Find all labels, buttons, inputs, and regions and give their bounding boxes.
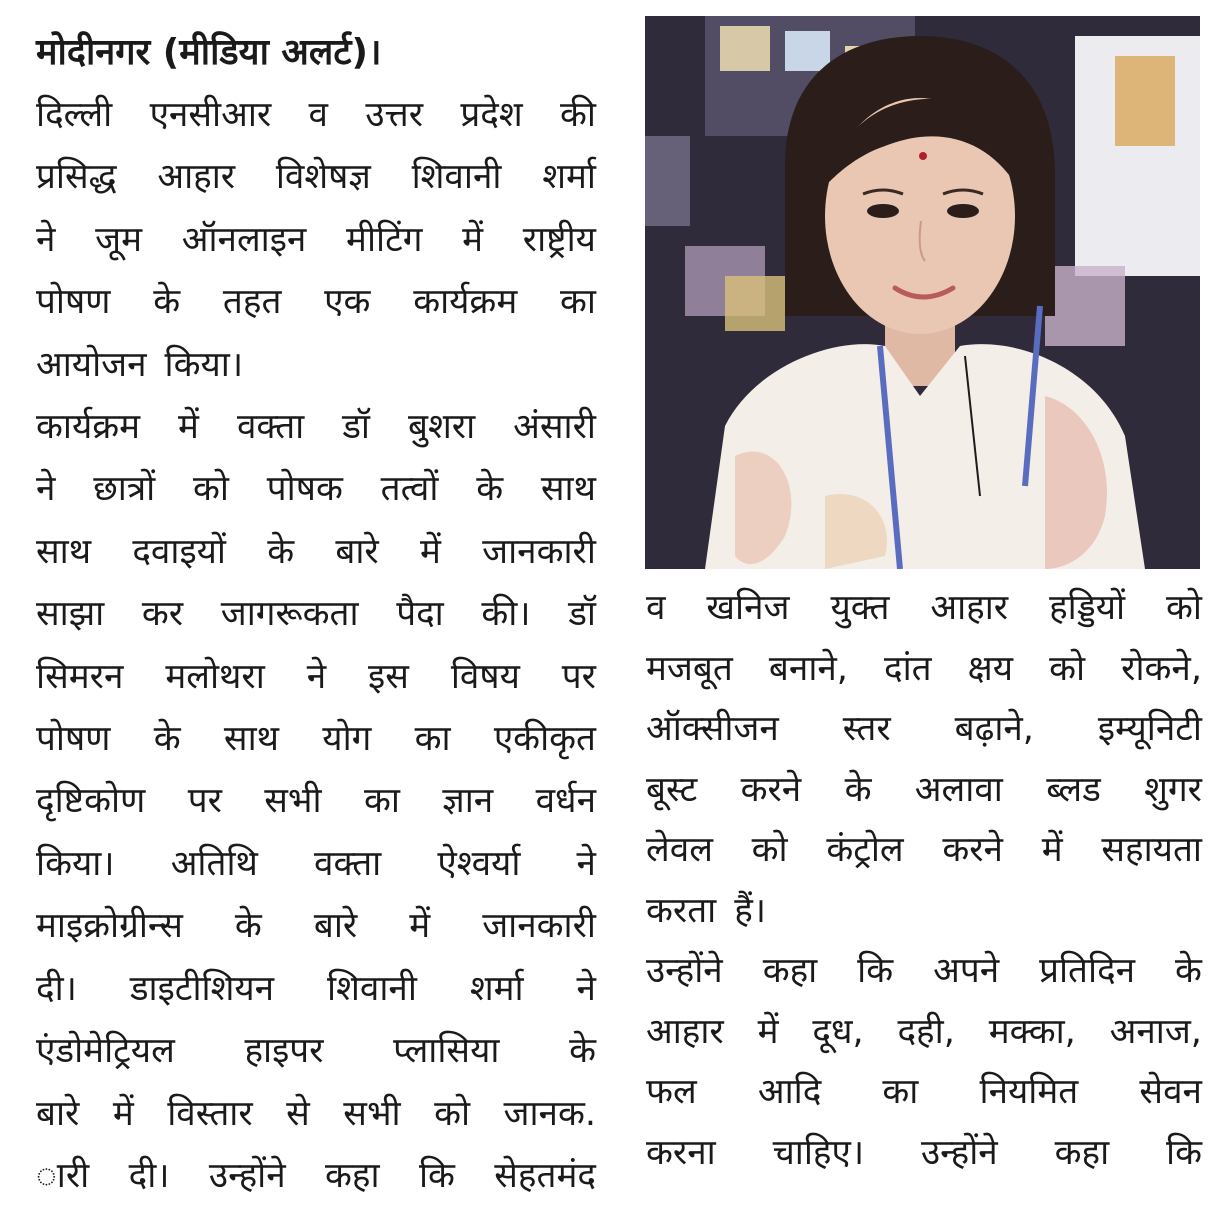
word: मजबूत — [646, 648, 733, 689]
word: जानकारी — [482, 906, 596, 947]
word: पोषण — [36, 719, 111, 760]
word: में — [409, 906, 431, 947]
word: साथ — [223, 719, 279, 760]
article-right-column — [646, 578, 1202, 1183]
word: कि — [418, 1155, 455, 1196]
word: में — [112, 1093, 134, 1134]
word: पोषण — [36, 282, 111, 323]
word: खनिज — [706, 588, 790, 628]
word: के — [267, 531, 295, 572]
word: दूध, — [812, 1011, 864, 1052]
text-line — [36, 458, 596, 520]
word: को — [1049, 648, 1086, 689]
word: हाइपर — [244, 1031, 324, 1072]
word: करने — [740, 769, 802, 810]
word: का — [363, 781, 400, 822]
word: प्रसिद्ध — [36, 157, 117, 198]
word: पर — [187, 781, 222, 822]
text-line — [646, 881, 1202, 942]
word: ऐश्वर्या — [437, 843, 521, 884]
word: लेवल — [646, 830, 713, 870]
poster-left-edge — [645, 136, 690, 226]
word: अलावा — [914, 769, 1003, 810]
word: स्तर — [842, 709, 891, 749]
word: की। — [481, 594, 531, 635]
word: आदि — [757, 1072, 822, 1112]
word: के — [844, 769, 872, 810]
word: के — [1175, 951, 1202, 991]
word: बूस्ट — [646, 769, 698, 810]
word: शिवानी — [327, 968, 417, 1009]
word: वर्धन — [535, 781, 596, 822]
word: बुशरा — [407, 407, 476, 448]
word: दी। — [36, 968, 77, 1009]
word: राष्ट्रीय — [522, 219, 596, 260]
word: उत्तर — [365, 95, 424, 135]
word: के — [476, 469, 504, 510]
word: आहार — [930, 588, 1009, 628]
word: में — [462, 219, 484, 260]
word: के — [234, 906, 262, 947]
pinned-card-2 — [785, 31, 830, 71]
word: वक्ता — [313, 843, 382, 884]
word: सेहतमंद — [494, 1155, 596, 1196]
word: ने — [576, 968, 596, 1009]
word: इस — [368, 656, 409, 697]
word: इम्यूनिटी — [1097, 709, 1202, 749]
word: बनाने, — [768, 648, 848, 689]
word: का — [414, 719, 451, 760]
word: दांत — [884, 648, 932, 689]
word: अनाज, — [1109, 1011, 1202, 1052]
word: शर्मा — [542, 157, 596, 198]
word: का — [882, 1072, 919, 1112]
word: जानक. — [503, 1093, 596, 1134]
word: आहार — [646, 1011, 724, 1052]
word: में — [757, 1011, 779, 1052]
text-line — [36, 646, 596, 708]
word: शुगर — [1144, 769, 1202, 810]
word: करता — [646, 890, 717, 931]
word: अतिथि — [170, 843, 258, 884]
text-line — [36, 209, 596, 271]
text-line — [646, 820, 1202, 881]
word: सभी — [343, 1093, 401, 1134]
word: से — [286, 1093, 310, 1134]
word: एकीकृत — [493, 719, 596, 760]
word: कर — [141, 594, 184, 635]
word: आहार — [157, 157, 236, 198]
word: नियमित — [979, 1072, 1079, 1112]
word: कार्यक्रम — [36, 407, 141, 448]
portrait-illustration — [645, 16, 1200, 569]
word: करने — [942, 830, 1003, 870]
word: जानकारी — [482, 531, 596, 572]
word: पोषक — [266, 469, 343, 510]
word: व — [646, 588, 666, 628]
word: आयोजन — [36, 344, 147, 385]
word: छात्रों — [93, 469, 156, 510]
text-line — [36, 1145, 596, 1207]
word: में — [1041, 830, 1063, 870]
word: कहा — [325, 1155, 380, 1196]
word: युक्त — [830, 588, 890, 628]
word: कहा — [762, 951, 818, 991]
word: रोकने, — [1121, 648, 1202, 689]
word: माइक्रोग्रीन्स — [36, 906, 183, 947]
word: हड्डियों — [1049, 588, 1126, 628]
word: उन्होंने — [921, 1132, 998, 1173]
word: दी। — [128, 1155, 170, 1196]
word: शिवानी — [411, 157, 502, 198]
text-line — [36, 84, 596, 146]
word: को — [193, 469, 229, 510]
poster-right — [1115, 56, 1175, 146]
word: किया। — [36, 843, 115, 884]
right-eye — [947, 204, 979, 218]
word: उन्होंने — [208, 1155, 286, 1196]
pinned-card-1 — [720, 26, 770, 71]
word: सिमरन — [36, 656, 124, 697]
word: किया। — [164, 344, 244, 385]
text-line — [36, 833, 596, 895]
text-line — [646, 941, 1202, 1002]
word: व — [308, 95, 328, 135]
word: के — [153, 282, 181, 323]
word: को — [751, 830, 788, 870]
word: प्रतिदिन — [1039, 951, 1136, 991]
text-line — [36, 708, 596, 770]
word: दृष्टिकोण — [36, 781, 146, 822]
word: एनसीआर — [149, 95, 272, 135]
word: चाहिए। — [772, 1132, 865, 1173]
word: विषय — [450, 656, 520, 697]
word: डॉ — [342, 407, 370, 448]
word: कंट्रोल — [826, 830, 904, 870]
word: मक्का, — [988, 1011, 1076, 1052]
word: अंसारी — [513, 407, 596, 448]
word: के — [569, 1031, 596, 1072]
word: बारे — [335, 531, 379, 572]
pinned-card-6 — [1045, 266, 1125, 346]
text-line — [646, 639, 1202, 700]
headline: मोदीनगर (मीडिया अलर्ट)। — [36, 32, 382, 73]
word: तत्वों — [380, 469, 439, 510]
word: में — [419, 531, 441, 572]
article-left-column — [36, 22, 596, 1207]
text-line — [36, 895, 596, 957]
text-line — [36, 146, 596, 208]
word: योग — [322, 719, 372, 760]
word: ारी — [36, 1155, 90, 1196]
text-line — [646, 699, 1202, 760]
word: मीटिंग — [346, 219, 423, 260]
word: मलोथरा — [165, 656, 265, 697]
word: दवाइयों — [132, 531, 226, 572]
word: बढ़ाने, — [954, 709, 1034, 749]
text-line — [646, 1123, 1202, 1184]
word: कि — [1166, 1132, 1202, 1173]
word: पैदा — [396, 594, 444, 635]
word: तहत — [222, 282, 282, 323]
word: बारे — [313, 906, 358, 947]
left-eye — [867, 204, 899, 218]
word: ने — [306, 656, 327, 697]
word: जागरूकता — [220, 594, 359, 635]
word: करना — [646, 1132, 716, 1173]
word: के — [153, 719, 181, 760]
word: जूम — [95, 219, 143, 260]
text-line — [646, 1002, 1202, 1063]
word: प्लासिया — [393, 1031, 500, 1072]
word: डॉ — [568, 594, 596, 635]
word: एक — [324, 282, 371, 323]
word: ब्लड — [1046, 769, 1101, 810]
word: बारे — [36, 1093, 80, 1134]
word: अपने — [933, 951, 1000, 991]
text-line — [36, 271, 596, 333]
text-line — [36, 521, 596, 583]
word: एंडोमेट्रियल — [36, 1031, 175, 1072]
word: सहायता — [1101, 830, 1202, 870]
word: को — [434, 1093, 471, 1134]
text-line — [646, 578, 1202, 639]
word: क्षय — [967, 648, 1014, 689]
word: कि — [857, 951, 894, 991]
word: प्रदेश — [460, 95, 523, 135]
word: को — [1166, 588, 1202, 628]
word: डाइटीशियन — [129, 968, 275, 1009]
text-line — [36, 583, 596, 645]
word: विस्तार — [167, 1093, 253, 1134]
word: कार्यक्रम — [413, 282, 518, 323]
word: ने — [36, 469, 56, 510]
text-line — [36, 1020, 596, 1082]
word: ऑनलाइन — [181, 219, 307, 260]
word: साझा — [36, 594, 105, 635]
text-line — [646, 1062, 1202, 1123]
pinned-card-5 — [725, 276, 785, 331]
text-line — [36, 396, 596, 458]
word: दिल्ली — [36, 95, 113, 135]
word: साथ — [36, 531, 92, 572]
text-line — [36, 958, 596, 1020]
bindi — [919, 152, 927, 160]
word: दही, — [897, 1011, 955, 1052]
portrait-photo — [645, 16, 1200, 569]
word: पर — [561, 656, 596, 697]
word: हैं। — [734, 890, 767, 931]
word: का — [560, 282, 596, 323]
word: सभी — [264, 781, 322, 822]
text-line — [36, 334, 596, 396]
word: फल — [646, 1072, 697, 1112]
word: ने — [36, 219, 56, 260]
word: सेवन — [1139, 1072, 1202, 1112]
word: उन्होंने — [646, 951, 723, 991]
word: ने — [576, 843, 596, 884]
word: साथ — [540, 469, 596, 510]
word: कहा — [1054, 1132, 1110, 1173]
word: शर्मा — [469, 968, 524, 1009]
word: विशेषज्ञ — [275, 157, 371, 198]
text-line — [36, 770, 596, 832]
word: में — [178, 407, 199, 448]
text-line — [646, 760, 1202, 821]
right-column-body — [646, 578, 1202, 1183]
left-column-body — [36, 84, 596, 1207]
word: ऑक्सीजन — [646, 709, 779, 749]
word: वक्ता — [236, 407, 305, 448]
word: की — [560, 95, 596, 135]
word: ज्ञान — [442, 781, 494, 822]
text-line — [36, 1083, 596, 1145]
